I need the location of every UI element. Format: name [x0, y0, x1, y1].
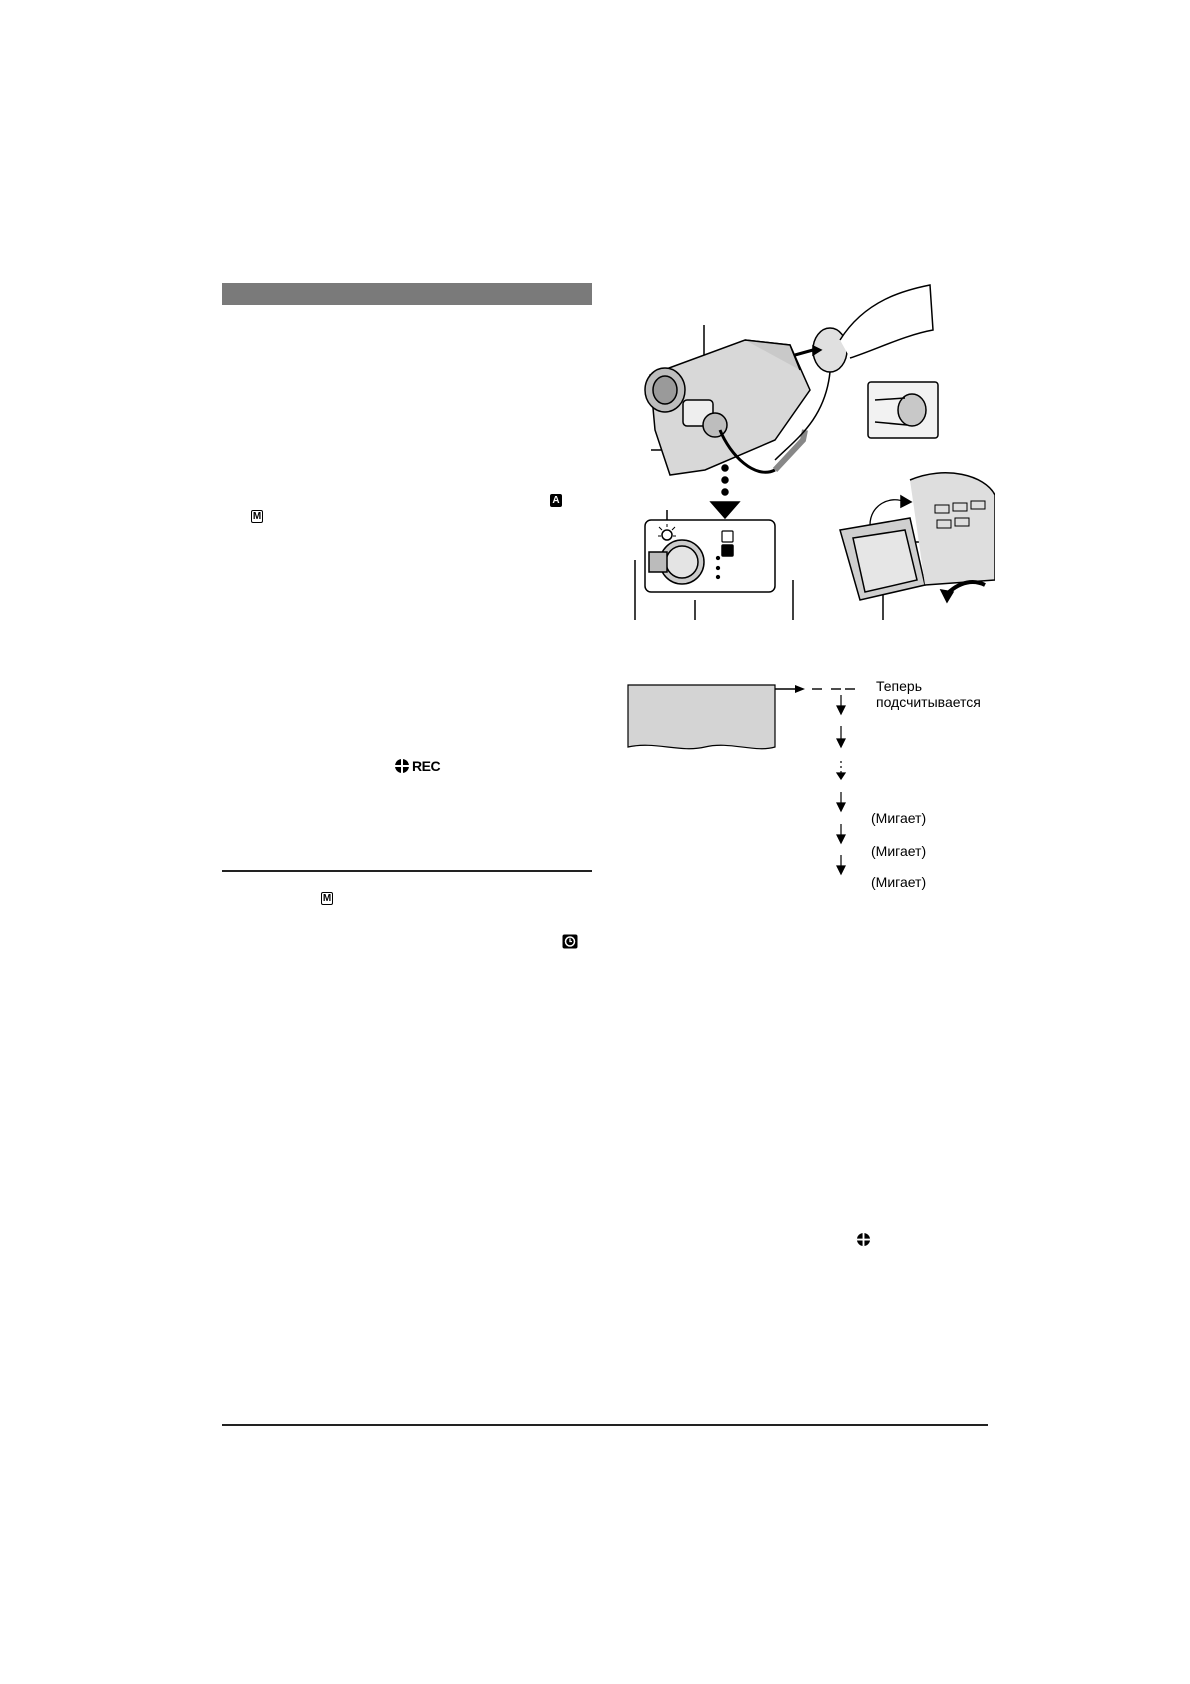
auto-mode-badge: A: [550, 494, 562, 507]
blinking-label: (Мигает): [871, 843, 927, 859]
blinking-label: (Мигает): [871, 874, 927, 890]
record-mode-icon: [394, 758, 410, 774]
record-mode-icon: [856, 1232, 871, 1247]
counting-label-line: подсчитывается: [876, 694, 981, 710]
blinking-label: (Мигает): [871, 810, 927, 826]
clock-icon: [562, 934, 578, 949]
manual-mode-badge: M: [252, 511, 262, 522]
camcorder-illustration: [625, 280, 995, 620]
notes-manual-badge: M: [322, 893, 332, 904]
record-mode-label: REC: [412, 758, 441, 774]
screen-panel: [628, 685, 775, 749]
record-indicator: [394, 758, 440, 774]
section-header-bar: [222, 283, 592, 305]
counting-label-line: Теперь: [876, 678, 922, 694]
counting-label: [876, 678, 981, 710]
notes-divider: [222, 870, 592, 872]
footer-rule: [222, 1424, 988, 1426]
